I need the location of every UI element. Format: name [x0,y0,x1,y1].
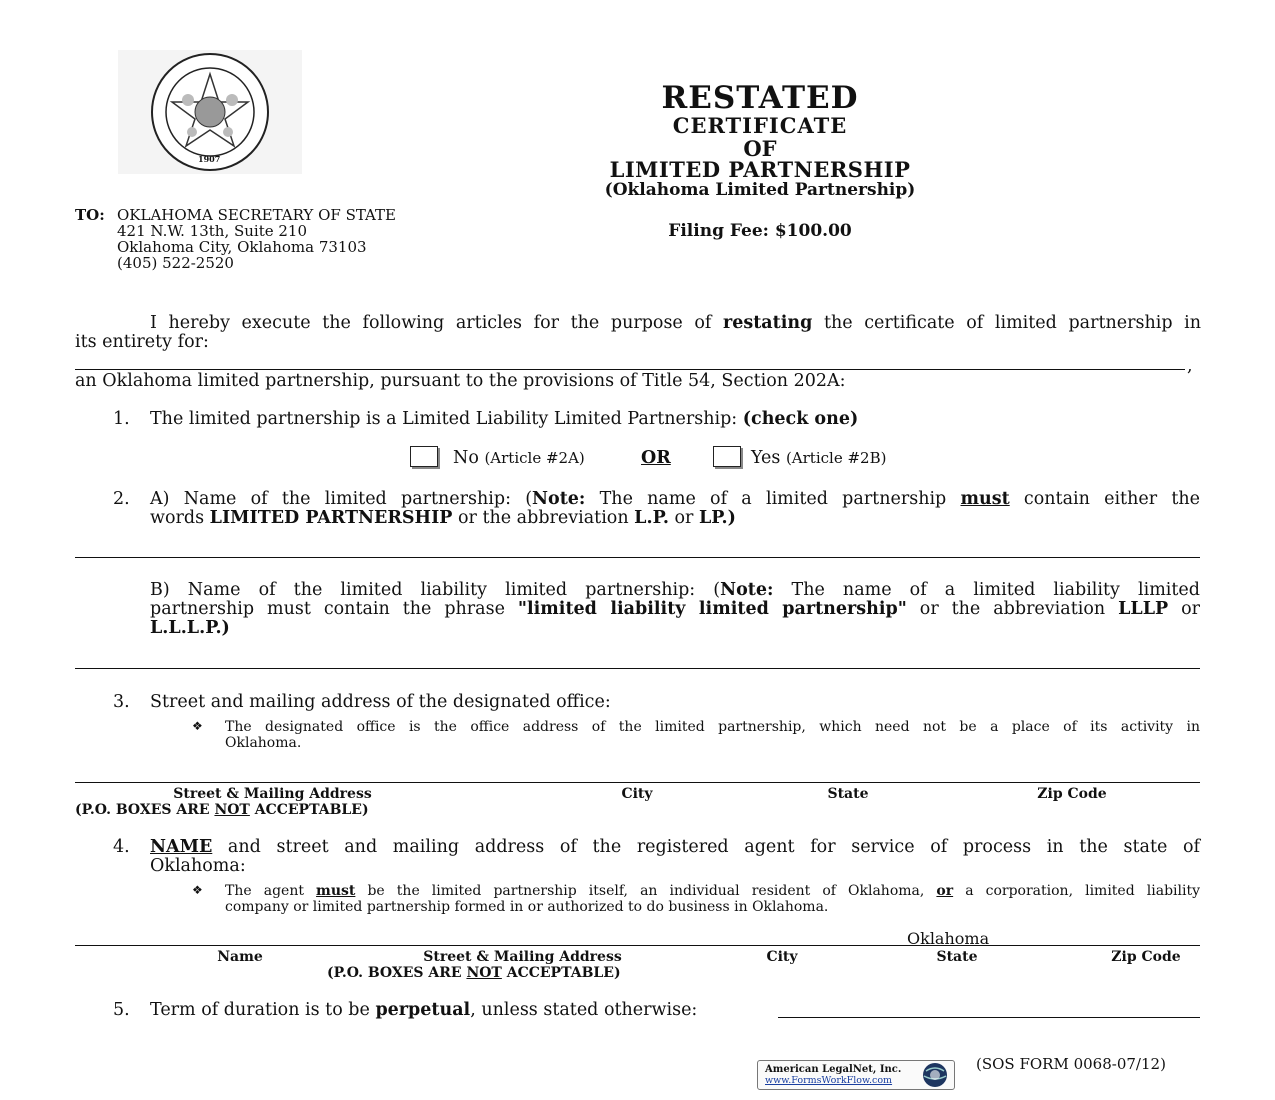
col-state: State [827,786,869,802]
col-agent-street: Street & Mailing Address [423,949,622,965]
item3-text: Street and mailing address of the designated office: [150,692,611,712]
lp-name-line[interactable] [75,369,1185,370]
checkbox-yes[interactable] [713,446,741,467]
item2b-text: B) Name of the limited liability limited partnership: (Note: The name of a limited liability limited partnership must contain the phrase "limited liability limited partnership" or the abbreviation LLLP or L.L.L.P.) [150,580,1201,638]
col-zip: Zip Code [1037,786,1107,802]
to-line2: 421 N.W. 13th, Suite 210 [117,222,308,240]
or-label: OR [641,448,671,468]
col-agent-zip: Zip Code [1111,949,1181,965]
seal-year: 1907 [198,154,221,164]
bullet-icon: ❖ [192,883,203,897]
lllp-name-entry-line[interactable] [75,668,1200,669]
title-limited-partnership: LIMITED PARTNERSHIP [609,157,911,182]
item2a-text: A) Name of the limited partnership: (Note: The name of a limited partnership must contain either the words LIMITED PARTNERSHIP or the abbreviation L.P. or LP.) [150,489,1200,528]
item1-num: 1. [113,409,130,429]
globe-icon [918,1061,952,1089]
to-line3: Oklahoma City, Oklahoma 73103 [117,238,367,256]
item5-num: 5. [113,1000,130,1020]
form-number: (SOS FORM 0068-07/12) [976,1055,1166,1073]
office-address-line[interactable] [75,782,1200,783]
legalnet-url: www.FormsWorkFlow.com [765,1075,893,1086]
item5-text: Term of duration is to be perpetual, unless stated otherwise: [150,1000,698,1020]
lp-name-entry-line[interactable] [75,557,1200,558]
item3-num: 3. [113,692,130,712]
col-agent-name: Name [217,949,263,965]
item1-text: The limited partnership is a Limited Liability Limited Partnership: (check one) [150,409,859,429]
col-agent-state: State [936,949,978,965]
item2-num: 2. [113,489,130,509]
bullet-icon: ❖ [192,719,203,733]
item4-num: 4. [113,837,130,857]
legalnet-brand: American LegalNet, Inc. [765,1064,902,1075]
col-agent-city: City [766,949,798,965]
comma: , [1187,356,1193,376]
recipient-address [75,207,396,271]
title-certificate: CERTIFICATE [672,113,848,138]
checkbox-no[interactable] [410,446,438,467]
title-of: OF [743,136,777,161]
title-restated: RESTATED [661,80,859,116]
col-street-address: Street & Mailing Address [173,786,372,802]
legalnet-badge[interactable] [757,1060,955,1090]
item3-bullet: The designated office is the office address of the limited partnership, which need not be a place of its activity in Oklahoma. [225,719,1200,751]
to-label: TO: [75,206,105,224]
option-yes-label: Yes (Article #2B) [751,448,887,468]
subtitle: (Oklahoma Limited Partnership) [604,180,916,200]
po-box-note: (P.O. BOXES ARE NOT ACCEPTABLE) [75,802,369,818]
agent-address-line[interactable] [75,945,1200,946]
col-city: City [621,786,653,802]
to-line1: OKLAHOMA SECRETARY OF STATE [117,206,397,224]
term-duration-line[interactable] [778,1017,1200,1018]
option-no-label: No (Article #2A) [453,448,585,468]
filing-fee: Filing Fee: $100.00 [668,221,852,241]
to-line4: (405) 522-2520 [117,254,234,272]
item4-bullet: The agent must be the limited partnership itself, an individual resident of Oklahoma, or a corporation, limited liability company or limited partnership formed in or authorized to do business in Oklahoma. [225,883,1200,915]
agent-state-value: Oklahoma [907,929,990,948]
agent-po-box-note: (P.O. BOXES ARE NOT ACCEPTABLE) [327,965,621,981]
intro-paragraph: I hereby execute the following articles for the purpose of restating the certificate of limited partnership in its entirety for: [75,313,1202,352]
item4-text: NAME and street and mailing address of the registered agent for service of process in the state of Oklahoma: [150,837,1200,876]
state-seal [118,50,302,174]
intro-provision: an Oklahoma limited partnership, pursuant to the provisions of Title 54, Section 202A: [75,371,846,391]
